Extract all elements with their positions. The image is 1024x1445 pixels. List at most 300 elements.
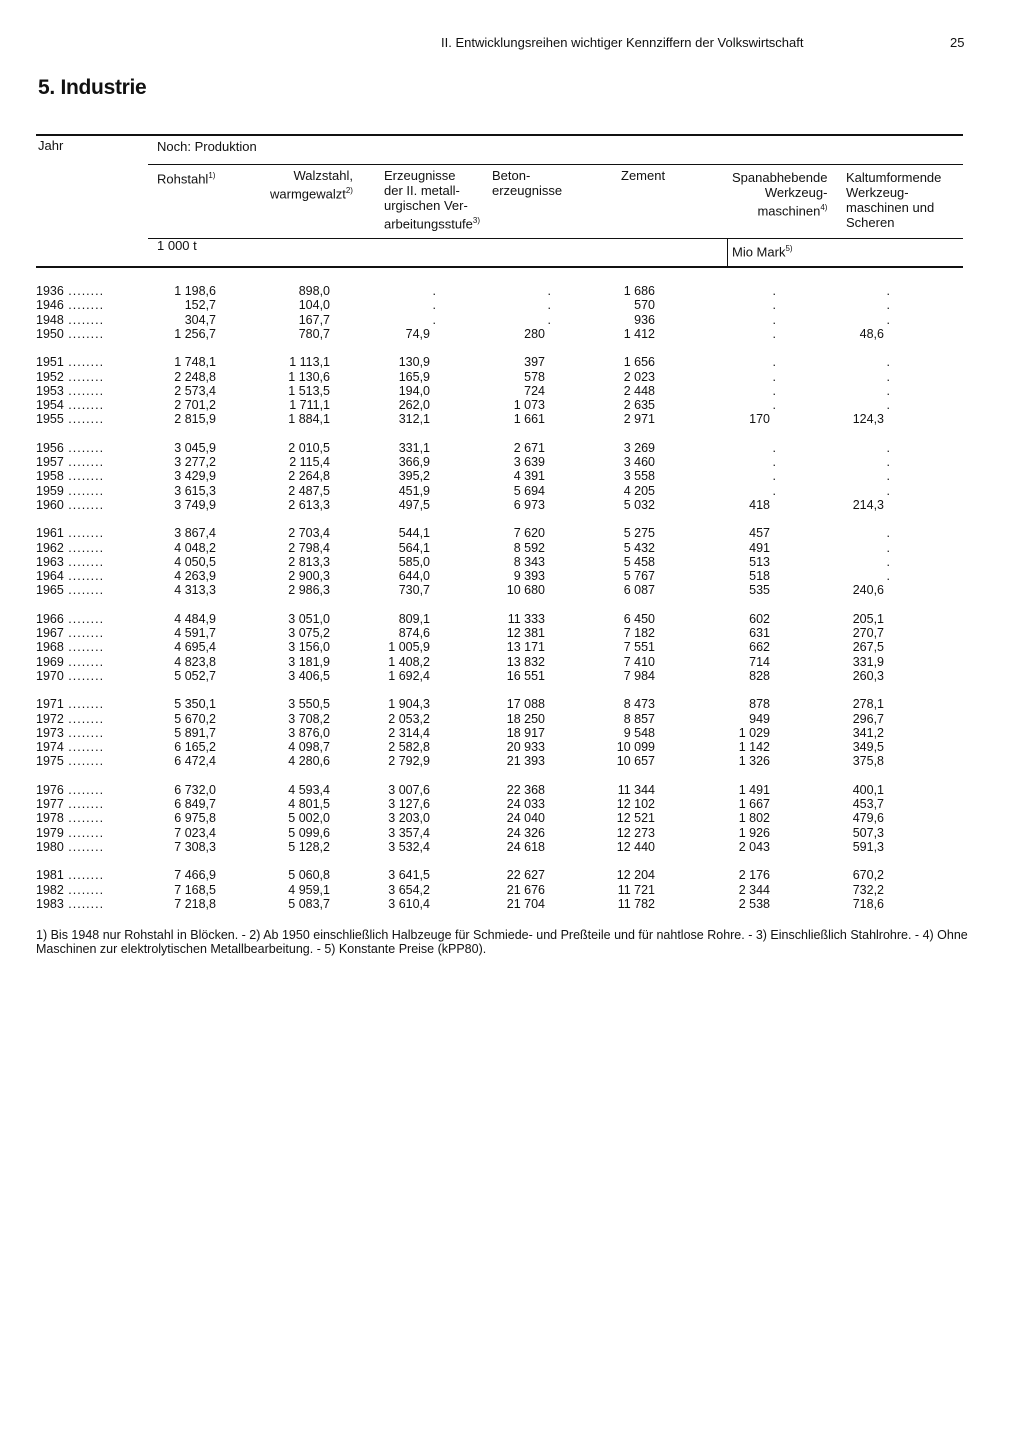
value-cell: 3 051,0 (288, 611, 330, 626)
value-cell: 2 264,8 (288, 469, 330, 484)
value-cell: 591,3 (852, 839, 884, 854)
value-cell: 12 273 (616, 825, 655, 840)
value-cell: 491 (749, 540, 770, 555)
value-cell: 714 (749, 654, 770, 669)
value-cell: 74,9 (405, 326, 430, 341)
year-cell: 1936 ..... (36, 284, 104, 298)
value-cell: 400,1 (852, 782, 884, 797)
value-cell: 1 073 (513, 398, 545, 413)
value-cell: 349,5 (852, 740, 884, 755)
value-cell: 48,6 (859, 326, 884, 341)
value-cell: 8 592 (513, 540, 545, 555)
value-cell: . (432, 284, 436, 298)
table-row (0, 498, 1024, 512)
value-cell: 1 513,5 (288, 383, 330, 398)
value-cell: 878 (749, 697, 770, 712)
value-cell: . (886, 383, 890, 398)
table-row (0, 697, 1024, 711)
value-cell: 564,1 (398, 540, 430, 555)
value-cell: 16 551 (506, 668, 545, 683)
value-cell: 1 926 (738, 825, 770, 840)
value-cell: 3 357,4 (388, 825, 430, 840)
value-cell: 451,9 (398, 483, 430, 498)
value-cell: 724 (524, 383, 545, 398)
table-row (0, 754, 1024, 768)
value-cell: 13 832 (506, 654, 545, 669)
year-cell: 1971 ..... (36, 697, 104, 711)
table-row (0, 384, 1024, 398)
value-cell: 6 450 (623, 611, 655, 626)
value-cell: 3 406,5 (288, 668, 330, 683)
value-cell: . (432, 312, 436, 327)
value-cell: 2 573,4 (174, 383, 216, 398)
value-cell: 4 280,6 (288, 754, 330, 769)
value-cell: 12 102 (616, 797, 655, 811)
value-cell: 7 466,9 (174, 868, 216, 883)
table-row (0, 455, 1024, 469)
table-row (0, 526, 1024, 540)
value-cell: 3 749,9 (174, 497, 216, 512)
value-cell: 6 472,4 (174, 754, 216, 769)
value-cell: 1 130,6 (288, 369, 330, 384)
value-cell: 12 204 (616, 868, 655, 883)
value-cell: 670,2 (852, 868, 884, 883)
table-row (0, 868, 1024, 882)
value-cell: 11 333 (507, 611, 545, 626)
value-cell: 2 043 (738, 839, 770, 854)
table-row (0, 412, 1024, 426)
value-cell: 4 205 (623, 483, 655, 498)
table-row (0, 811, 1024, 825)
value-cell: . (886, 540, 890, 555)
footnote-ref: 3) (472, 216, 481, 225)
value-cell: 124,3 (852, 412, 884, 427)
col-header-line: urgischen Ver- (384, 198, 468, 213)
value-cell: 17 088 (506, 697, 545, 712)
value-cell: 8 473 (623, 697, 655, 712)
value-cell: 3 203,0 (388, 811, 430, 826)
value-cell: 518 (749, 569, 770, 584)
table-row (0, 398, 1024, 412)
value-cell: 6 975,8 (174, 811, 216, 826)
value-cell: . (772, 398, 776, 413)
year-cell: 1970 ..... (36, 669, 104, 683)
col-header-line: Spanabhebende (732, 170, 828, 185)
table-row (0, 484, 1024, 498)
value-cell: 2 671 (513, 440, 545, 455)
col-header-rohstahl (157, 168, 215, 186)
col-header-line: maschinen und (846, 200, 935, 215)
value-cell: 5 694 (513, 483, 545, 498)
col-header-erzeugnisse (384, 168, 480, 231)
value-cell: 24 033 (506, 797, 545, 811)
value-cell: 4 823,8 (174, 654, 216, 669)
spanner-rule (148, 164, 963, 165)
value-cell: 7 551 (623, 640, 655, 655)
value-cell: 4 263,9 (174, 569, 216, 584)
value-cell: 130,9 (398, 355, 430, 370)
table-row (0, 640, 1024, 654)
stub-header: Jahr (38, 138, 64, 153)
year-cell: 1977 ..... (36, 797, 104, 811)
year-cell: 1973 ..... (36, 726, 104, 740)
value-cell: 2 703,4 (288, 526, 330, 541)
value-cell: 22 368 (506, 782, 545, 797)
value-cell: . (772, 284, 776, 298)
value-cell: . (886, 440, 890, 455)
value-cell: . (886, 355, 890, 370)
value-cell: 1 408,2 (388, 654, 430, 669)
value-cell: 104,0 (298, 298, 330, 313)
value-cell: 2 010,5 (288, 440, 330, 455)
value-cell: 10 657 (616, 754, 655, 769)
value-cell: 1 491 (738, 782, 770, 797)
value-cell: 6 732,0 (174, 782, 216, 797)
value-cell: 4 313,3 (174, 583, 216, 598)
value-cell: 4 050,5 (174, 554, 216, 569)
value-cell: 2 701,2 (174, 398, 216, 413)
value-cell: 2 582,8 (388, 740, 430, 755)
value-cell: 5 432 (623, 540, 655, 555)
value-cell: . (772, 355, 776, 370)
value-cell: 2 023 (623, 369, 655, 384)
value-cell: 1 686 (623, 284, 655, 298)
value-cell: . (772, 298, 776, 313)
value-cell: 3 867,4 (174, 526, 216, 541)
col-header-line: Erzeugnisse (384, 168, 456, 183)
value-cell: 7 620 (513, 526, 545, 541)
value-cell: 457 (749, 526, 770, 541)
value-cell: 544,1 (398, 526, 430, 541)
value-cell: 1 198,6 (174, 284, 216, 298)
value-cell: . (772, 483, 776, 498)
value-cell: 170 (749, 412, 770, 427)
value-cell: 1 412 (623, 326, 655, 341)
value-cell: 3 269 (623, 440, 655, 455)
value-cell: 2 900,3 (288, 569, 330, 584)
table-row (0, 469, 1024, 483)
value-cell: 3 075,2 (288, 626, 330, 640)
value-cell: 5 670,2 (174, 711, 216, 726)
value-cell: 535 (749, 583, 770, 598)
value-cell: 732,2 (852, 882, 884, 897)
year-cell: 1958 ..... (36, 469, 104, 483)
value-cell: . (886, 483, 890, 498)
table-row (0, 797, 1024, 811)
unit-label-mio-mark: Mio Mark$^{5)}$ (732, 244, 793, 260)
value-cell: 1 661 (513, 412, 545, 427)
value-cell: . (547, 312, 551, 327)
value-cell: 6 165,2 (174, 740, 216, 755)
value-cell: 331,9 (852, 654, 884, 669)
col-header-line: Werkzeug- (764, 185, 828, 200)
value-cell: 4 801,5 (288, 797, 330, 811)
value-cell: 12 440 (616, 839, 655, 854)
year-cell: 1961 ..... (36, 526, 104, 540)
value-cell: 375,8 (852, 754, 884, 769)
value-cell: 13 171 (506, 640, 545, 655)
col-header-line: Scheren (846, 215, 895, 230)
value-cell: 304,7 (184, 312, 216, 327)
value-cell: 7 182 (623, 626, 655, 640)
value-cell: 809,1 (398, 611, 430, 626)
year-cell: 1963 ..... (36, 555, 104, 569)
value-cell: 152,7 (184, 298, 216, 313)
table-row (0, 327, 1024, 341)
year-cell: 1959 ..... (36, 484, 104, 498)
year-cell: 1957 ..... (36, 455, 104, 469)
value-cell: 3 045,9 (174, 440, 216, 455)
value-cell: 366,9 (398, 455, 430, 469)
running-head: II. Entwicklungsreihen wichtiger Kennziffern der Volkswirtschaft (441, 35, 804, 50)
value-cell: . (547, 284, 551, 298)
table-row (0, 740, 1024, 754)
col-header-walzstahl (270, 168, 353, 201)
value-cell: 3 181,9 (288, 654, 330, 669)
value-cell: 341,2 (852, 725, 884, 740)
value-cell: 10 099 (616, 740, 655, 755)
value-cell: 497,5 (398, 497, 430, 512)
table-row (0, 555, 1024, 569)
value-cell: 4 695,4 (174, 640, 216, 655)
value-cell: 4 048,2 (174, 540, 216, 555)
value-cell: . (772, 369, 776, 384)
col-header-line: erzeugnisse (492, 183, 563, 198)
value-cell: . (886, 312, 890, 327)
col-header-line: der II. metall- (384, 183, 460, 198)
value-cell: 312,1 (398, 412, 430, 427)
value-cell: . (886, 554, 890, 569)
value-cell: 5 128,2 (288, 839, 330, 854)
table-row (0, 897, 1024, 911)
value-cell: 24 326 (506, 825, 545, 840)
value-cell: . (772, 455, 776, 469)
value-cell: 18 250 (506, 711, 545, 726)
value-cell: 3 550,5 (288, 697, 330, 712)
value-cell: 1 256,7 (174, 326, 216, 341)
value-cell: 874,6 (398, 626, 430, 640)
value-cell: 2 815,9 (174, 412, 216, 427)
value-cell: 331,1 (398, 440, 430, 455)
value-cell: . (547, 298, 551, 313)
value-cell: 1 656 (623, 355, 655, 370)
value-cell: 3 610,4 (388, 896, 430, 911)
value-cell: 418 (749, 497, 770, 512)
value-cell: 5 891,7 (174, 725, 216, 740)
table-row (0, 826, 1024, 840)
col-header-line: Walzstahl, (293, 168, 353, 183)
value-cell: 4 391 (513, 469, 545, 484)
value-cell: 570 (634, 298, 655, 313)
col-header-line: Rohstahl$^{1)}$ (157, 171, 216, 187)
value-cell: 1 711,1 (289, 398, 330, 413)
value-cell: 5 083,7 (288, 896, 330, 911)
value-cell: 4 959,1 (288, 882, 330, 897)
table-row (0, 783, 1024, 797)
value-cell: 7 218,8 (174, 896, 216, 911)
value-cell: 20 933 (506, 740, 545, 755)
value-cell: 7 410 (623, 654, 655, 669)
value-cell: 4 593,4 (288, 782, 330, 797)
header-bottom-rule (36, 266, 963, 268)
value-cell: 1 113,1 (289, 355, 330, 370)
value-cell: 2 538 (738, 896, 770, 911)
units-top-rule (148, 238, 963, 239)
value-cell: 2 053,2 (388, 711, 430, 726)
value-cell: . (886, 455, 890, 469)
value-cell: 585,0 (398, 554, 430, 569)
year-cell: 1975 ..... (36, 754, 104, 768)
value-cell: 11 721 (617, 882, 655, 897)
value-cell: 1 904,3 (388, 697, 430, 712)
value-cell: 5 099,6 (288, 825, 330, 840)
value-cell: 1 692,4 (388, 668, 430, 683)
year-cell: 1962 ..... (36, 541, 104, 555)
value-cell: 22 627 (506, 868, 545, 883)
year-cell: 1980 ..... (36, 840, 104, 854)
col-header-betonerzeugnisse (492, 168, 562, 198)
value-cell: 2 635 (623, 398, 655, 413)
table-row (0, 569, 1024, 583)
year-cell: 1968 ..... (36, 640, 104, 654)
value-cell: 3 615,3 (174, 483, 216, 498)
value-cell: 578 (524, 369, 545, 384)
value-cell: 5 032 (623, 497, 655, 512)
year-cell: 1956 ..... (36, 441, 104, 455)
value-cell: 5 350,1 (174, 697, 216, 712)
table-row (0, 626, 1024, 640)
value-cell: 1 884,1 (288, 412, 330, 427)
value-cell: 1 326 (738, 754, 770, 769)
page-number: 25 (950, 35, 965, 50)
header-top-rule (36, 134, 963, 136)
value-cell: 828 (749, 668, 770, 683)
value-cell: 21 393 (506, 754, 545, 769)
value-cell: . (772, 440, 776, 455)
year-cell: 1946 ..... (36, 298, 104, 312)
value-cell: 1 005,9 (388, 640, 430, 655)
col-header-line: arbeitungsstufe$^{3)}$ (384, 216, 481, 232)
value-cell: 194,0 (398, 383, 430, 398)
section-title: 5. Industrie (38, 76, 147, 99)
table-row (0, 726, 1024, 740)
value-cell: 5 052,7 (174, 668, 216, 683)
value-cell: 2 176 (738, 868, 770, 883)
value-cell: 3 708,2 (288, 711, 330, 726)
value-cell: 2 344 (738, 882, 770, 897)
value-cell: 6 087 (623, 583, 655, 598)
table-row (0, 612, 1024, 626)
value-cell: 2 248,8 (174, 369, 216, 384)
value-cell: 397 (524, 355, 545, 370)
table-row (0, 313, 1024, 327)
value-cell: . (886, 284, 890, 298)
value-cell: 167,7 (298, 312, 330, 327)
value-cell: 21 676 (506, 882, 545, 897)
value-cell: 7 308,3 (174, 839, 216, 854)
value-cell: 2 448 (623, 383, 655, 398)
value-cell: 662 (749, 640, 770, 655)
value-cell: 3 277,2 (174, 455, 216, 469)
value-cell: 3 641,5 (388, 868, 430, 883)
value-cell: 936 (634, 312, 655, 327)
year-cell: 1978 ..... (36, 811, 104, 825)
value-cell: 507,3 (852, 825, 884, 840)
value-cell: 6 849,7 (174, 797, 216, 811)
value-cell: 214,3 (852, 497, 884, 512)
value-cell: 8 343 (513, 554, 545, 569)
year-cell: 1965 ..... (36, 583, 104, 597)
value-cell: 4 484,9 (174, 611, 216, 626)
table-row (0, 541, 1024, 555)
year-cell: 1982 ..... (36, 883, 104, 897)
year-cell: 1955 ..... (36, 412, 104, 426)
value-cell: 1 667 (738, 797, 770, 811)
value-cell: . (886, 569, 890, 584)
year-cell: 1953 ..... (36, 384, 104, 398)
value-cell: . (772, 383, 776, 398)
value-cell: 267,5 (852, 640, 884, 655)
value-cell: 9 393 (513, 569, 545, 584)
table-row (0, 883, 1024, 897)
value-cell: 3 558 (623, 469, 655, 484)
value-cell: 11 782 (617, 896, 655, 911)
year-cell: 1948 ..... (36, 313, 104, 327)
value-cell: 3 639 (513, 455, 545, 469)
year-cell: 1981 ..... (36, 868, 104, 882)
value-cell: 2 314,4 (388, 725, 430, 740)
value-cell: 602 (749, 611, 770, 626)
value-cell: 9 548 (623, 725, 655, 740)
value-cell: 2 487,5 (288, 483, 330, 498)
spanner-header: Noch: Produktion (157, 139, 257, 154)
value-cell: 631 (749, 626, 770, 640)
value-cell: 3 429,9 (174, 469, 216, 484)
value-cell: 24 618 (506, 839, 545, 854)
value-cell: 1 748,1 (174, 355, 216, 370)
value-cell: 4 591,7 (174, 626, 216, 640)
value-cell: 4 098,7 (288, 740, 330, 755)
value-cell: 7 984 (623, 668, 655, 683)
value-cell: 280 (524, 326, 545, 341)
value-cell: 7 168,5 (174, 882, 216, 897)
year-cell: 1976 ..... (36, 783, 104, 797)
value-cell: 12 521 (616, 811, 655, 826)
year-cell: 1966 ..... (36, 612, 104, 626)
value-cell: 2 613,3 (288, 497, 330, 512)
year-cell: 1972 ..... (36, 712, 104, 726)
value-cell: 644,0 (398, 569, 430, 584)
value-cell: 262,0 (398, 398, 430, 413)
table-row (0, 669, 1024, 683)
value-cell: . (886, 298, 890, 313)
year-cell: 1969 ..... (36, 655, 104, 669)
footnote-ref: 2) (345, 186, 353, 195)
year-cell: 1974 ..... (36, 740, 104, 754)
col-header-line: warmgewalzt$^{2)}$ (270, 186, 353, 202)
value-cell: . (772, 326, 776, 341)
value-cell: 395,2 (398, 469, 430, 484)
value-cell: 2 792,9 (388, 754, 430, 769)
col-header-line: Werkzeug- (846, 185, 909, 200)
value-cell: 3 532,4 (388, 839, 430, 854)
value-cell: 21 704 (506, 896, 545, 911)
value-cell: 165,9 (398, 369, 430, 384)
table-row (0, 583, 1024, 597)
value-cell: 3 156,0 (288, 640, 330, 655)
value-cell: 2 813,3 (288, 554, 330, 569)
value-cell: 2 115,4 (289, 455, 330, 469)
